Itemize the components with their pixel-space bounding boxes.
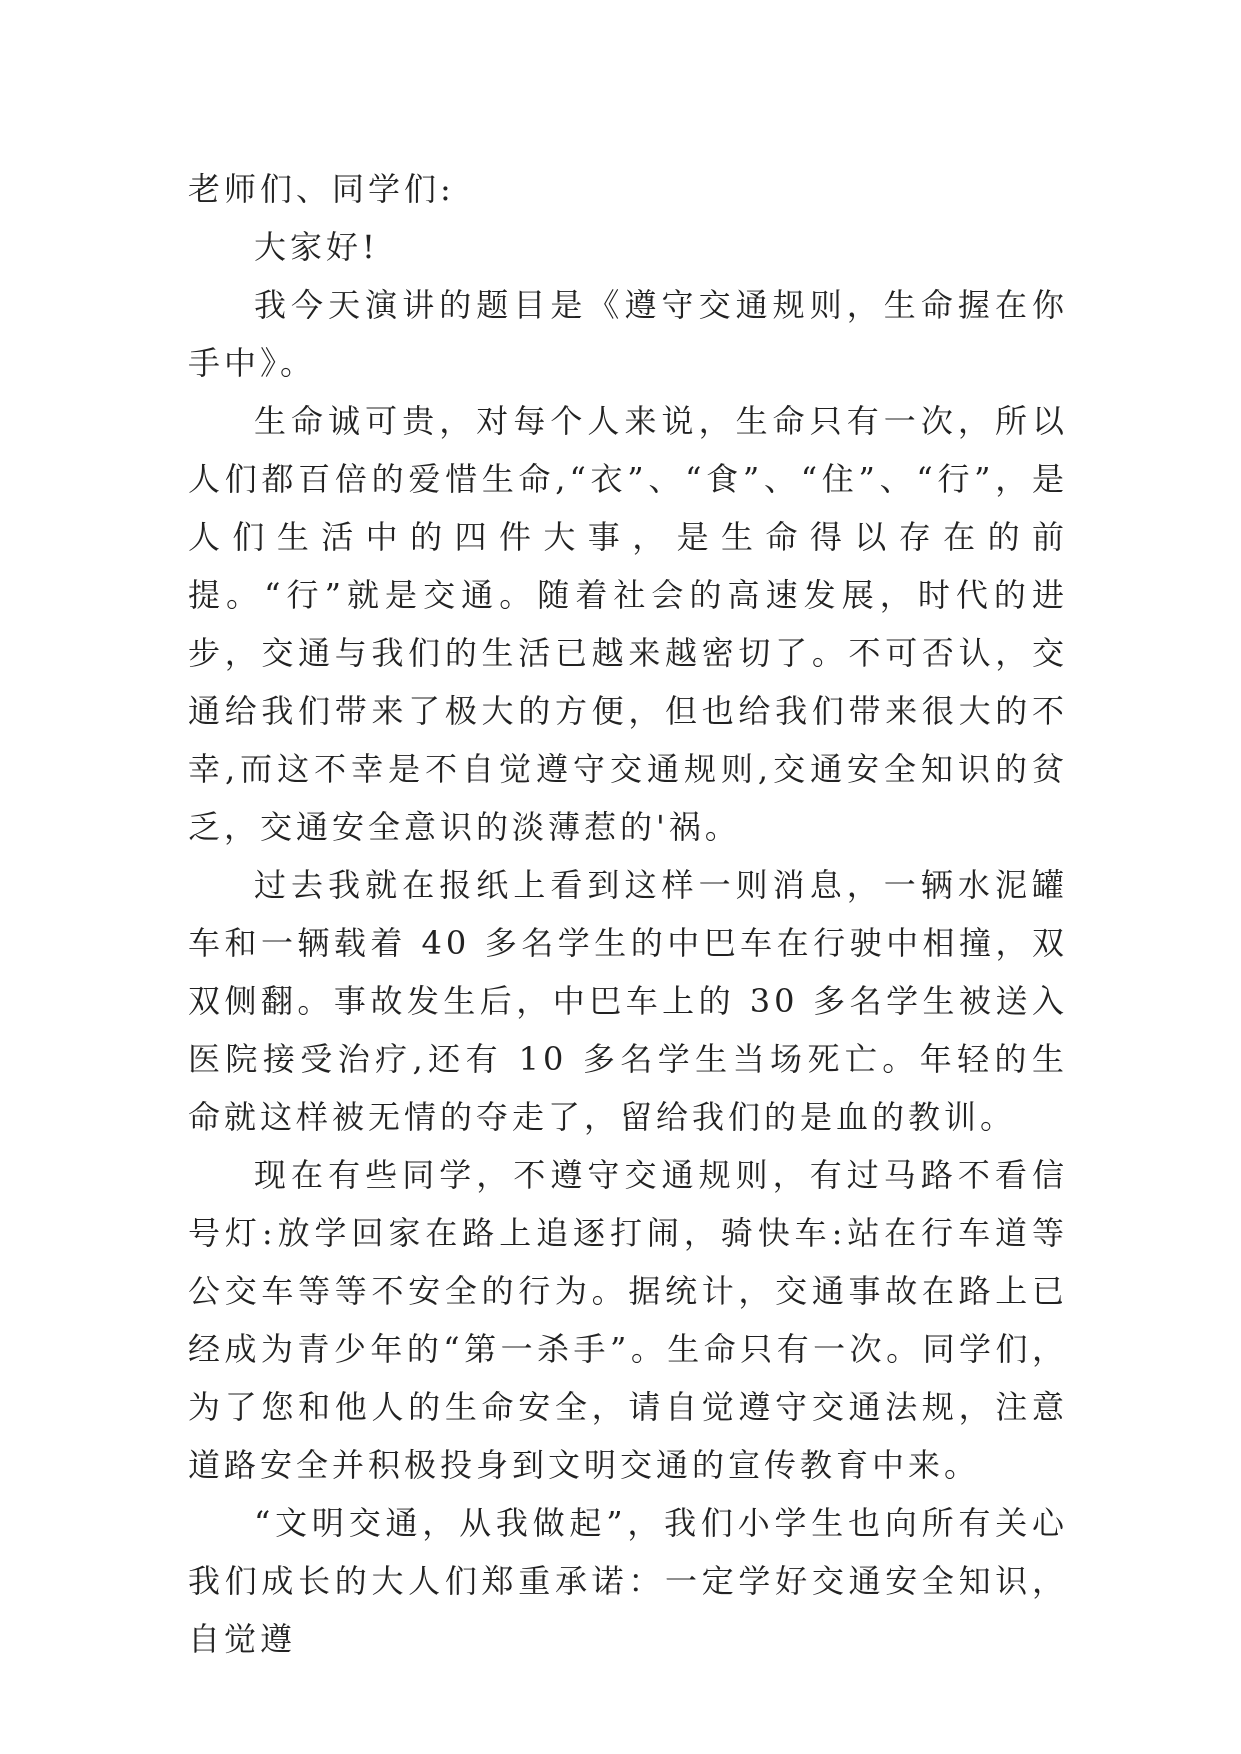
paragraph-life: 生命诚可贵，对每个人来说，生命只有一次，所以人们都百倍的爱惜生命,“衣”、“食”、“住”、“行”，是人们生活中的四件大事，是生命得以存在的前提。“行”就是交通。随着社会的高速发展，时代的进步，交通与我们的生活已越来越密切了。不可否认，交通给我们带来了极大的方便，但也给我们带来很大的不幸,而这不幸是不自觉遵守交通规则,交通安全知识的贫乏，交通安全意识的淡薄惹的'祸。 [188, 402, 1068, 846]
paragraph-students: 现在有些同学，不遵守交通规则，有过马路不看信号灯:放学回家在路上追逐打闹，骑快车:站在行车道等公交车等等不安全的行为。据统计，交通事故在路上已经成为青少年的“第一杀手”。生命只有一次。同学们，为了您和他人的生命安全，请自觉遵守交通法规，注意道路安全并积极投身到文明交通的宣传教育中来。 [188, 1156, 1068, 1484]
salutation: 老师们、同学们: [188, 170, 455, 208]
paragraph-greeting: 大家好! [254, 228, 379, 266]
paragraph-promise: “文明交通，从我做起”，我们小学生也向所有关心我们成长的大人们郑重承诺：一定学好交通安全知识，自觉遵 [188, 1504, 1068, 1658]
speech-text [188, 160, 1068, 1668]
paragraph-topic: 我今天演讲的题目是《遵守交通规则，生命握在你手中》。 [188, 286, 1068, 382]
paragraph-accident: 过去我就在报纸上看到这样一则消息，一辆水泥罐车和一辆载着 40 多名学生的中巴车在行驶中相撞，双双侧翻。事故发生后，中巴车上的 30 多名学生被送入医院接受治疗,还有 10 多名学生当场死亡。年轻的生命就这样被无情的夺走了，留给我们的是血的教训。 [188, 866, 1068, 1136]
